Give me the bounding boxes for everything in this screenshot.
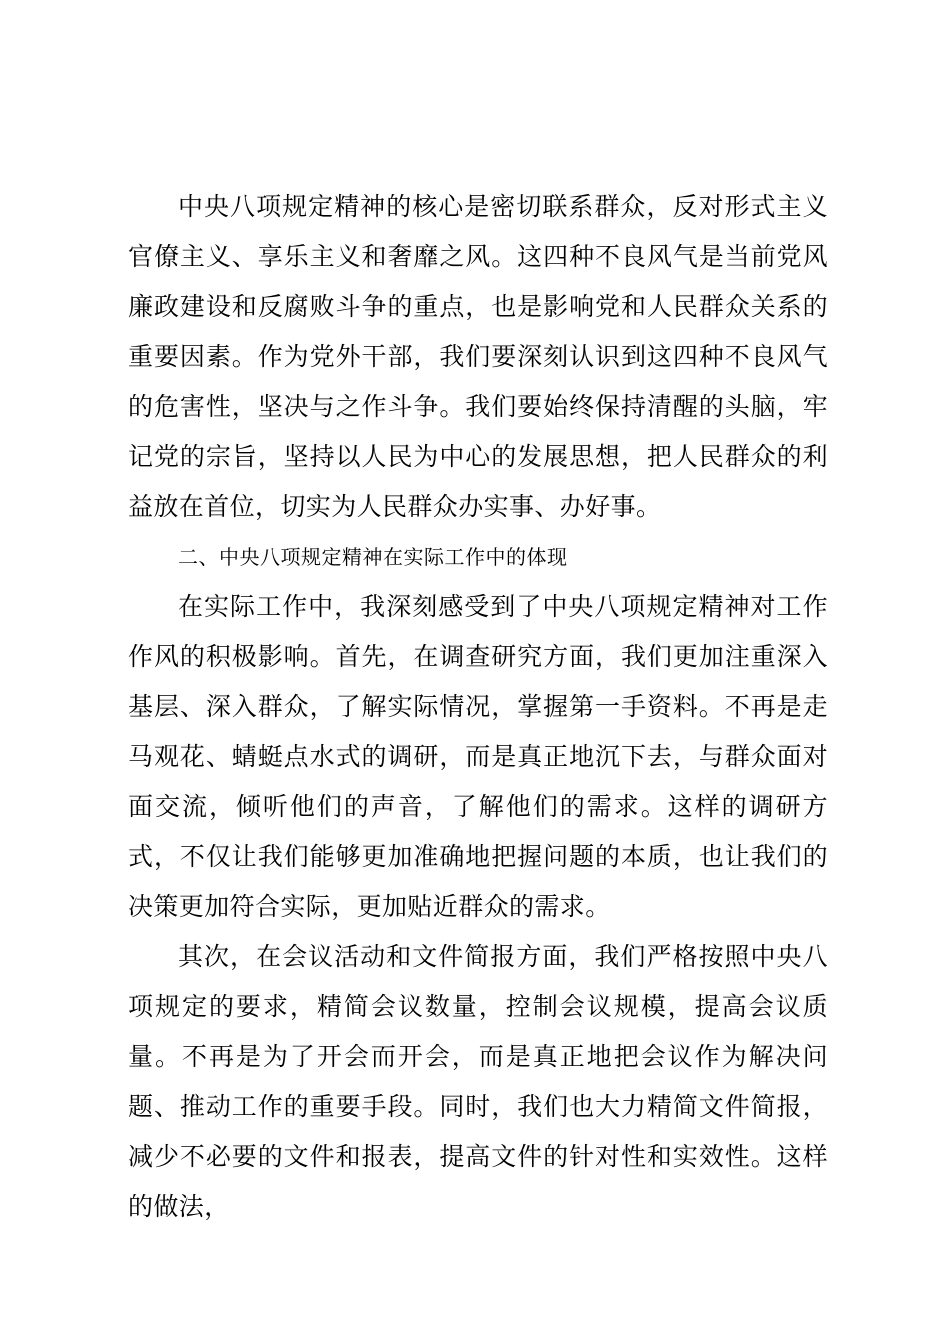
paragraph-meetings-documents: 其次，在会议活动和文件简报方面，我们严格按照中央八项规定的要求，精简会议数量，控制会议规模，提高会议质量。不再是为了开会而开会，而是真正地把会议作为解决问题、推动工作的重要手段。同时，我们也大力精简文件简报，减少不必要的文件和报表，提高文件的针对性和实效性。这样的做法， bbox=[128, 942, 828, 1221]
section-heading-2: 二、中央八项规定精神在实际工作中的体现 bbox=[178, 545, 568, 569]
paragraph-practical-work: 在实际工作中，我深刻感受到了中央八项规定精神对工作作风的积极影响。首先，在调查研究方面，我们更加注重深入基层、深入群众，了解实际情况，掌握第一手资料。不再是走马观花、蜻蜓点水式的调研，而是真正地沉下去，与群众面对面交流，倾听他们的声音，了解他们的需求。这样的调研方式，不仅让我们能够更加准确地把握问题的本质，也让我们的决策更加符合实际，更加贴近群众的需求。 bbox=[128, 592, 828, 921]
paragraph-core-spirit: 中央八项规定精神的核心是密切联系群众，反对形式主义官僚主义、享乐主义和奢靡之风。这四种不良风气是当前党风廉政建设和反腐败斗争的重点，也是影响党和人民群众关系的重要因素。作为党外干部，我们要深刻认识到这四种不良风气的危害性，坚决与之作斗争。我们要始终保持清醒的头脑，牢记党的宗旨，坚持以人民为中心的发展思想，把人民群众的利益放在首位，切实为人民群众办实事、办好事。 bbox=[128, 192, 828, 521]
document-body bbox=[128, 182, 828, 1232]
